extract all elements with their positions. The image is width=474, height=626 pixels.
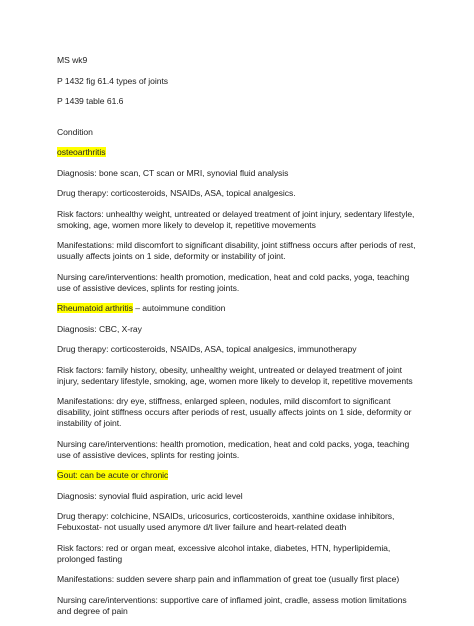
- condition-label: Condition: [57, 126, 93, 137]
- oa-diagnosis: Diagnosis: bone scan, CT scan or MRI, synovial fluid analysis: [57, 167, 289, 178]
- ra-diagnosis: Diagnosis: CBC, X-ray: [57, 323, 142, 334]
- section-title-gout: [57, 470, 422, 481]
- oa-manifestations: Manifestations: mild discomfort to significant disability, joint stiffness occurs after periods of rest, usually affects joints on 1 side, deformity or instability of joint.: [57, 240, 416, 261]
- ra-manifestations: Manifestations: dry eye, stiffness, enlarged spleen, nodules, mild discomfort to significant disability, joint stiffness occurs after periods of rest, usually affects joints on 1 side, deformity or instability of joint.: [57, 396, 412, 428]
- section-title-rheumatoid-arthritis: [57, 303, 422, 314]
- highlighted-title: osteoarthritis: [57, 147, 106, 157]
- gout-diagnosis: Diagnosis: synovial fluid aspiration, uric acid level: [57, 490, 243, 501]
- gout-nursing-care: Nursing care/interventions: supportive care of inflamed joint, cradle, assess motion limitations and degree of pain: [57, 594, 407, 616]
- ra-nursing-care: Nursing care/interventions: health promotion, medication, heat and cold packs, yoga, teaching use of assistive devices, splints for resting joints.: [57, 438, 410, 460]
- gout-risk-factors: Risk factors: red or organ meat, excessive alcohol intake, diabetes, HTN, hyperlipidemia, prolonged fasting: [57, 542, 391, 564]
- section-title-osteoarthritis: [57, 147, 422, 158]
- header-line-figure-ref: P 1432 fig 61.4 types of joints: [57, 75, 169, 86]
- header-line-course: MS wk9: [57, 55, 88, 65]
- gout-manifestations: Manifestations: sudden severe sharp pain and inflammation of great toe (usually first place): [57, 574, 400, 584]
- ra-drug-therapy: Drug therapy: corticosteroids, NSAIDs, ASA, topical analgesics, immunotherapy: [57, 344, 357, 354]
- oa-drug-therapy: Drug therapy: corticosteroids, NSAIDs, ASA, topical analgesics.: [57, 188, 296, 198]
- ra-risk-factors: Risk factors: family history, obesity, unhealthy weight, untreated or delayed treatment of joint injury, sedentary lifestyle, smoking, age, women more likely to develop it, repetitive movements: [57, 364, 413, 386]
- highlighted-title: Rheumatoid arthritis: [57, 303, 133, 313]
- spacer: [57, 117, 422, 127]
- header-line-table-ref: P 1439 table 61.6: [57, 96, 124, 106]
- title-suffix: – autoimmune condition: [132, 303, 226, 313]
- highlighted-title: Gout: can be acute or chronic: [57, 470, 169, 480]
- oa-risk-factors: Risk factors: unhealthy weight, untreated or delayed treatment of joint injury, sedentary lifestyle, smoking, age, women more likely to develop it, repetitive movements: [57, 208, 415, 230]
- oa-nursing-care: Nursing care/interventions: health promotion, medication, heat and cold packs, yoga, teaching use of assistive devices, splints for resting joints.: [57, 271, 410, 293]
- document-body: [57, 55, 422, 626]
- gout-drug-therapy: Drug therapy: colchicine, NSAIDs, uricosurics, corticosteroids, xanthine oxidase inhibitors, Febuxostat- not usually used anymore d/t liver failure and heart-related death: [57, 511, 395, 532]
